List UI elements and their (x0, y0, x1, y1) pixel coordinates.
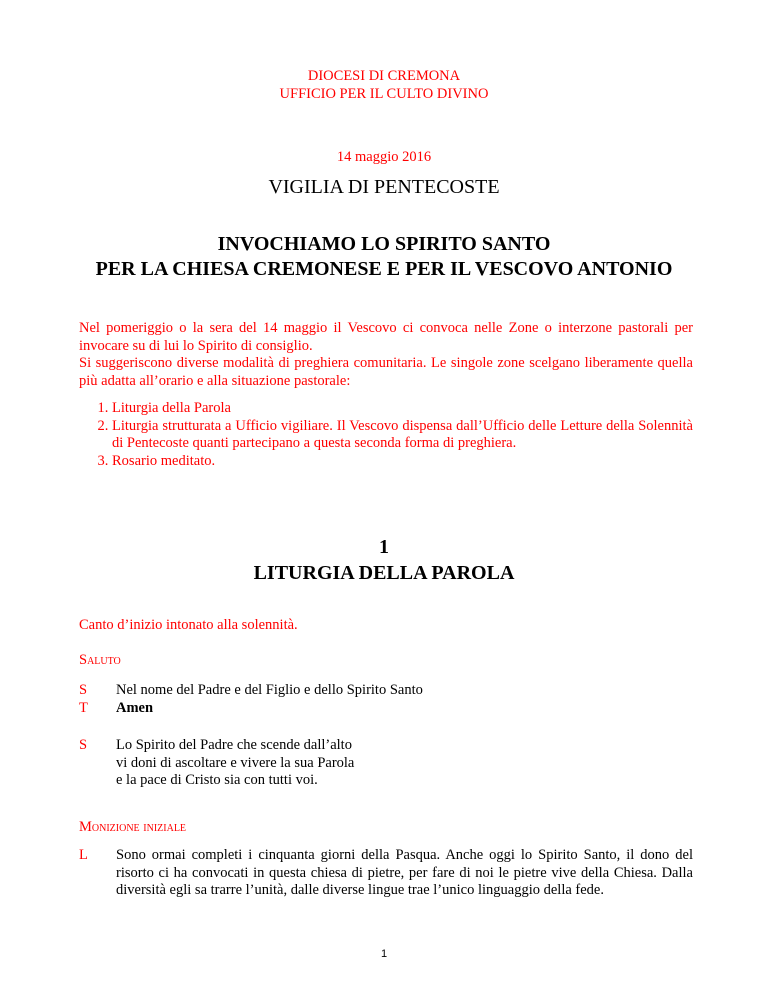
monition-speaker: L (79, 847, 88, 863)
blessing-line: vi doni di ascoltare e vivere la sua Parola (116, 754, 355, 771)
intro-rubric (79, 320, 693, 390)
document-date: 14 maggio 2016 (336, 149, 432, 165)
header-line-office: UFFICIO PER IL CULTO DIVINO (279, 86, 489, 102)
greeting-line: Nel nome del Padre e del Figlio e dello Spirito Santo (116, 682, 423, 698)
monition-text: Sono ormai completi i cinquanta giorni della Pasqua. Anche oggi lo Spirito Santo, il dono del risorto ci ha convocati in questa chiesa di pietre, per fare di noi le pietre vive della Chiesa. Dalla diversità egli sa trarre l’unità, dalle diverse lingue trae l’unico linguaggio della fede. (116, 847, 693, 898)
prayer-mode-item: 3. Rosario meditato. (112, 453, 693, 471)
prayer-mode-item: 2. Liturgia strutturata a Ufficio vigiliare. Il Vescovo dispensa dall’Ufficio delle Letture della Solennità di Pentecoste quanti partecipano a questa seconda forma di preghiera. (112, 418, 693, 453)
blessing-line: Lo Spirito del Padre che scende dall’alto (116, 737, 352, 753)
greeting-speakers (79, 682, 109, 717)
section-title: LITURGIA DELLA PAROLA (253, 562, 515, 584)
speaker-label-s: S (79, 682, 88, 698)
page-number: 1 (380, 948, 388, 960)
main-title-line-1: INVOCHIAMO LO SPIRITO SANTO (217, 233, 551, 255)
greeting-response: Amen (116, 699, 154, 716)
main-title (0, 232, 768, 282)
diocese-header (0, 67, 768, 103)
greeting-heading: Saluto (79, 652, 121, 668)
section-number: 1 (379, 536, 389, 558)
blessing-speaker: S (79, 737, 88, 753)
vigil-title: VIGILIA DI PENTECOSTE (268, 176, 500, 198)
main-title-line-2: PER LA CHIESA CREMONESE E PER IL VESCOVO ANTONIO (95, 258, 673, 280)
opening-rubric: Canto d’inizio intonato alla solennità. (79, 617, 298, 633)
header-line-diocese: DIOCESI DI CREMONA (307, 68, 461, 84)
prayer-modes-list (79, 400, 693, 470)
monition-heading: Monizione iniziale (79, 819, 187, 835)
intro-paragraph-1: Nel pomeriggio o la sera del 14 maggio il Vescovo ci convoca nelle Zone o interzone pastorali per invocare su di lui lo Spirito di consiglio. (79, 320, 693, 354)
speaker-label-t: T (79, 699, 88, 716)
intro-paragraph-2: Si suggeriscono diverse modalità di preghiera comunitaria. Le singole zone scelgano liberamente quella più adatta all’orario e alla situazione pastorale: (79, 355, 693, 389)
blessing-line: e la pace di Cristo sia con tutti voi. (116, 772, 318, 788)
greeting-text (116, 682, 693, 717)
prayer-mode-item: 1. Liturgia della Parola (112, 400, 693, 418)
blessing-text (116, 737, 693, 790)
